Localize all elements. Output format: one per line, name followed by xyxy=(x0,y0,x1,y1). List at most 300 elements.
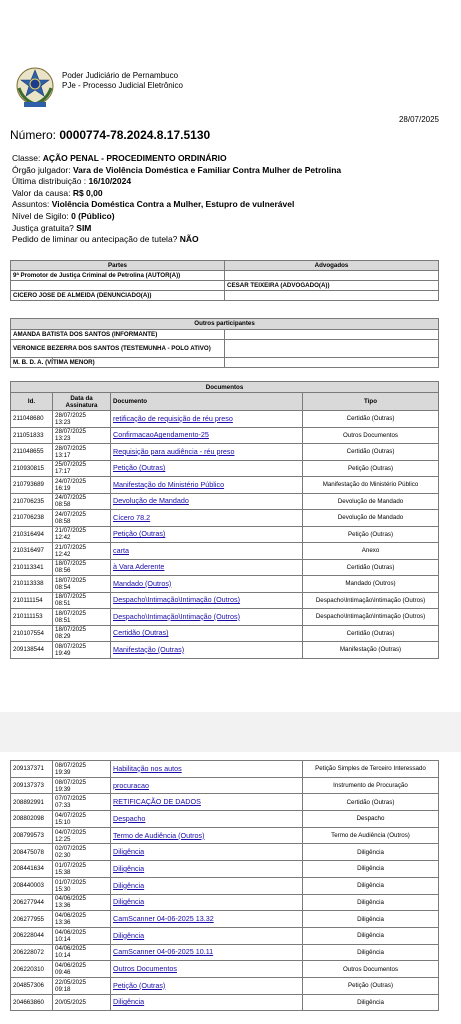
org-name xyxy=(62,71,183,91)
document-link[interactable]: à Vara Aderente xyxy=(113,562,165,572)
doc-tipo-cell: Instrumento de Procuração xyxy=(303,777,439,794)
doc-tipo-cell: Diligência xyxy=(303,944,439,961)
doc-tipo-cell: Despacho xyxy=(303,811,439,828)
doc-date-cell xyxy=(53,510,111,527)
table-row xyxy=(11,894,439,911)
doc-date-cell xyxy=(53,411,111,428)
doc-link-cell xyxy=(111,543,303,560)
doc-link-cell xyxy=(111,827,303,844)
sigilo-value: 0 (Público) xyxy=(71,210,115,221)
doc-date-cell xyxy=(53,911,111,928)
participante-cell: M. B. D. A. (VÍTIMA MENOR) xyxy=(11,358,225,368)
doc-id-cell: 208441634 xyxy=(11,861,53,878)
doc-tipo-cell: Certidão (Outras) xyxy=(303,444,439,461)
doc-id-cell: 210113338 xyxy=(11,576,53,593)
valor-label: Valor da causa: xyxy=(12,187,71,198)
doc-tipo-cell: Diligência xyxy=(303,927,439,944)
document-link[interactable]: Manifestação do Ministério Público xyxy=(113,479,225,489)
doc-id-cell: 210111154 xyxy=(11,592,53,609)
document-link[interactable]: Despacho\Intimação\Intimação (Outros) xyxy=(113,611,241,621)
doc-date-cell xyxy=(53,894,111,911)
doc-date: 24/07/2025 xyxy=(55,477,86,485)
doc-tipo-cell: Petição (Outras) xyxy=(303,526,439,543)
doc-time: 15:30 xyxy=(55,885,71,893)
doc-date: 08/07/2025 xyxy=(55,778,86,786)
doc-date: 04/06/2025 xyxy=(55,945,86,953)
doc-date: 04/06/2025 xyxy=(55,912,86,920)
doc-link-cell xyxy=(111,894,303,911)
org-line-1: Poder Judiciário de Pernambuco xyxy=(62,71,179,80)
table-row xyxy=(11,291,439,301)
doc-tipo-cell: Diligência xyxy=(303,994,439,1011)
doc-tipo-cell: Manifestação do Ministério Público xyxy=(303,477,439,494)
doc-date: 08/07/2025 xyxy=(55,761,86,769)
advogado-cell: CESAR TEIXEIRA (ADVOGADO(A)) xyxy=(225,281,439,291)
document-link[interactable]: procuracao xyxy=(113,780,149,790)
doc-tipo-cell: Certidão (Outras) xyxy=(303,411,439,428)
doc-id-cell: 210706238 xyxy=(11,510,53,527)
info-valor xyxy=(12,188,341,200)
table-row xyxy=(11,994,439,1011)
outros-participantes-table xyxy=(10,318,439,368)
doc-date: 04/07/2025 xyxy=(55,811,86,819)
doc-time: 12:42 xyxy=(55,534,71,542)
doc-id-cell: 209137373 xyxy=(11,777,53,794)
doc-date-cell xyxy=(53,609,111,626)
doc-date-cell xyxy=(53,444,111,461)
doc-id-cell: 208440003 xyxy=(11,877,53,894)
documentos-table xyxy=(10,381,439,659)
doc-date-cell xyxy=(53,493,111,510)
doc-date-cell xyxy=(53,576,111,593)
parte-cell xyxy=(11,281,225,291)
doc-tipo-cell: Diligência xyxy=(303,844,439,861)
doc-link-cell xyxy=(111,877,303,894)
doc-tipo-cell: Petição (Outras) xyxy=(303,977,439,994)
table-row xyxy=(11,576,439,593)
info-gratuita xyxy=(12,223,341,235)
doc-tipo-cell: Mandado (Outros) xyxy=(303,576,439,593)
doc-date-cell xyxy=(53,642,111,659)
doc-link-cell xyxy=(111,609,303,626)
gratuita-value: SIM xyxy=(76,222,92,233)
doc-date-cell xyxy=(53,994,111,1011)
doc-tipo-cell: Manifestação (Outras) xyxy=(303,642,439,659)
document-link[interactable]: Devolução de Mandado xyxy=(113,496,189,506)
doc-id-cell: 206220310 xyxy=(11,961,53,978)
empty-cell xyxy=(225,358,439,368)
document-link[interactable]: Requisição para audiência - réu preso xyxy=(113,446,235,456)
table-row xyxy=(11,944,439,961)
doc-id-cell: 206277944 xyxy=(11,894,53,911)
table-row xyxy=(11,427,439,444)
doc-link-cell xyxy=(111,794,303,811)
table-row xyxy=(11,559,439,576)
info-liminar xyxy=(12,234,341,246)
table-row xyxy=(11,411,439,428)
print-date: 28/07/2025 xyxy=(398,115,439,124)
doc-time: 02:30 xyxy=(55,852,71,860)
doc-date: 02/07/2025 xyxy=(55,845,86,853)
parte-cell: 9ª Promotor de Justiça Criminal de Petrolina (AUTOR(A)) xyxy=(11,271,225,281)
doc-time: 19:49 xyxy=(55,649,71,657)
doc-date: 28/07/2025 xyxy=(55,428,86,436)
partes-header: Partes xyxy=(11,261,225,271)
doc-time: 08:51 xyxy=(55,600,71,608)
participante-cell: VERONICE BEZERRA DOS SANTOS (TESTEMUNHA - POLO ATIVO) xyxy=(11,340,225,358)
doc-link-cell xyxy=(111,493,303,510)
outros-header: Outros participantes xyxy=(11,319,439,330)
doc-tipo-cell: Outros Documentos xyxy=(303,427,439,444)
orgao-value: Vara de Violência Doméstica e Familiar Contra Mulher de Petrolina xyxy=(72,164,342,175)
col-id-header: Id. xyxy=(11,393,53,411)
document-link[interactable]: Cícero 78.2 xyxy=(113,512,151,522)
doc-tipo-cell: Diligência xyxy=(303,877,439,894)
table-row xyxy=(11,271,439,281)
doc-date: 25/07/2025 xyxy=(55,461,86,469)
doc-date-cell xyxy=(53,794,111,811)
doc-id-cell: 211048680 xyxy=(11,411,53,428)
classe-value: AÇÃO PENAL - PROCEDIMENTO ORDINÁRIO xyxy=(42,153,227,163)
gratuita-label: Justiça gratuita? xyxy=(12,222,74,233)
doc-link-cell xyxy=(111,576,303,593)
doc-date: 24/07/2025 xyxy=(55,510,86,518)
document-link[interactable]: Diligência xyxy=(113,863,145,873)
document-link[interactable]: ConfirmacaoAgendamento-25 xyxy=(113,430,209,440)
doc-tipo-cell: Petição (Outras) xyxy=(303,460,439,477)
table-row xyxy=(11,444,439,461)
doc-time: 17:17 xyxy=(55,468,71,476)
doc-date: 24/07/2025 xyxy=(55,494,86,502)
doc-time: 12:25 xyxy=(55,835,71,843)
doc-id-cell: 210107554 xyxy=(11,625,53,642)
doc-date-cell xyxy=(53,477,111,494)
document-link[interactable]: Despacho xyxy=(113,813,146,823)
doc-date: 18/07/2025 xyxy=(55,576,86,584)
doc-link-cell xyxy=(111,911,303,928)
doc-date-cell xyxy=(53,761,111,778)
doc-id-cell: 211048655 xyxy=(11,444,53,461)
table-row xyxy=(11,811,439,828)
table-row xyxy=(11,625,439,642)
doc-date: 21/07/2025 xyxy=(55,543,86,551)
doc-link-cell xyxy=(111,994,303,1011)
doc-id-cell: 210706235 xyxy=(11,493,53,510)
distribuicao-value: 16/10/2024 xyxy=(88,176,132,187)
doc-link-cell xyxy=(111,961,303,978)
doc-link-cell xyxy=(111,977,303,994)
doc-time: 08:58 xyxy=(55,501,71,509)
doc-id-cell: 210316497 xyxy=(11,543,53,560)
doc-tipo-cell: Termo de Audiência (Outros) xyxy=(303,827,439,844)
doc-id-cell: 204663860 xyxy=(11,994,53,1011)
info-classe xyxy=(12,153,341,165)
document-page-2 xyxy=(0,752,461,1024)
document-link[interactable]: Despacho\Intimação\Intimação (Outros) xyxy=(113,595,241,605)
document-link[interactable]: Outros Documentos xyxy=(113,964,177,974)
doc-link-cell xyxy=(111,861,303,878)
liminar-value: NÃO xyxy=(179,234,199,245)
document-link[interactable]: Diligência xyxy=(113,847,145,857)
doc-time: 08:56 xyxy=(55,567,71,575)
doc-tipo-cell: Certidão (Outras) xyxy=(303,625,439,642)
doc-id-cell: 206277955 xyxy=(11,911,53,928)
table-row xyxy=(11,844,439,861)
document-link[interactable]: Diligência xyxy=(113,880,145,890)
doc-date: 04/06/2025 xyxy=(55,962,86,970)
doc-id-cell: 208475078 xyxy=(11,844,53,861)
document-link[interactable]: Diligência xyxy=(113,997,145,1007)
document-link[interactable]: Manifestação (Outras) xyxy=(113,644,185,654)
table-row xyxy=(11,861,439,878)
org-line-2: PJe - Processo Judicial Eletrônico xyxy=(62,81,183,90)
doc-tipo-cell: Certidão (Outras) xyxy=(303,559,439,576)
document-link[interactable]: Petição (Outras) xyxy=(113,463,166,473)
process-number-value: 0000774-78.2024.8.17.5130 xyxy=(59,128,211,142)
doc-date: 04/06/2025 xyxy=(55,895,86,903)
table-row xyxy=(11,281,439,291)
doc-date-cell xyxy=(53,811,111,828)
doc-time: 13:36 xyxy=(55,902,71,910)
table-row xyxy=(11,777,439,794)
table-row xyxy=(11,592,439,609)
doc-date-cell xyxy=(53,961,111,978)
info-sigilo xyxy=(12,211,341,223)
doc-link-cell xyxy=(111,944,303,961)
empty-cell xyxy=(225,340,439,358)
doc-date-cell xyxy=(53,559,111,576)
document-link[interactable]: carta xyxy=(113,545,129,555)
doc-date: 01/07/2025 xyxy=(55,861,86,869)
doc-date: 21/07/2025 xyxy=(55,527,86,535)
doc-time: 10:14 xyxy=(55,952,71,960)
doc-id-cell: 204857306 xyxy=(11,977,53,994)
doc-date: 04/06/2025 xyxy=(55,928,86,936)
info-orgao xyxy=(12,165,341,177)
doc-time: 15:10 xyxy=(55,818,71,826)
doc-id-cell: 210793689 xyxy=(11,477,53,494)
doc-time: 13:23 xyxy=(55,418,71,426)
doc-time: 09:18 xyxy=(55,985,71,993)
doc-tipo-cell: Diligência xyxy=(303,861,439,878)
document-link[interactable]: Certidão (Outras) xyxy=(113,628,169,638)
doc-time: 13:23 xyxy=(55,435,71,443)
doc-time: 10:14 xyxy=(55,935,71,943)
doc-id-cell: 208892991 xyxy=(11,794,53,811)
valor-value: R$ 0,00 xyxy=(72,187,103,198)
doc-date: 07/07/2025 xyxy=(55,795,86,803)
doc-tipo-cell: Diligência xyxy=(303,894,439,911)
document-link[interactable]: Termo de Audiência (Outros) xyxy=(113,830,205,840)
doc-link-cell xyxy=(111,510,303,527)
doc-date-cell xyxy=(53,927,111,944)
doc-tipo-cell: Petição Simples de Terceiro Interessado xyxy=(303,761,439,778)
table-row xyxy=(11,358,439,368)
assuntos-value: Violência Doméstica Contra a Mulher, Estupro de vulnerável xyxy=(51,199,295,210)
doc-date-cell xyxy=(53,592,111,609)
table-row xyxy=(11,642,439,659)
table-row xyxy=(11,827,439,844)
doc-tipo-cell: Certidão (Outras) xyxy=(303,794,439,811)
doc-id-cell: 208802098 xyxy=(11,811,53,828)
table-row xyxy=(11,977,439,994)
participante-cell: AMANDA BATISTA DOS SANTOS (INFORMANTE) xyxy=(11,330,225,340)
table-row xyxy=(11,877,439,894)
doc-date: 18/07/2025 xyxy=(55,626,86,634)
doc-time: 15:38 xyxy=(55,868,71,876)
document-link[interactable]: CamScanner 04-06-2025 13.32 xyxy=(113,914,214,924)
doc-date-cell xyxy=(53,827,111,844)
doc-id-cell: 210316494 xyxy=(11,526,53,543)
doc-time: 08:51 xyxy=(55,616,71,624)
table-row xyxy=(11,510,439,527)
document-link[interactable]: retificação de requisição de réu preso xyxy=(113,413,233,423)
doc-time: 13:36 xyxy=(55,919,71,927)
doc-link-cell xyxy=(111,444,303,461)
doc-time: 09:46 xyxy=(55,969,71,977)
table-row xyxy=(11,543,439,560)
documentos-header: Documentos xyxy=(11,382,439,393)
document-link[interactable]: Petição (Outras) xyxy=(113,980,166,990)
doc-link-cell xyxy=(111,477,303,494)
doc-tipo-cell: Devolução de Mandado xyxy=(303,510,439,527)
doc-date-cell xyxy=(53,877,111,894)
document-link[interactable]: Habilitação nos autos xyxy=(113,763,182,773)
doc-time: 08:29 xyxy=(55,633,71,641)
partes-table xyxy=(10,260,439,301)
doc-date: 18/07/2025 xyxy=(55,609,86,617)
table-row xyxy=(11,761,439,778)
doc-date: 08/07/2025 xyxy=(55,642,86,650)
document-link[interactable]: Petição (Outras) xyxy=(113,529,166,539)
distribuicao-label: Última distribuição : xyxy=(12,176,87,187)
liminar-label: Pedido de liminar ou antecipação de tutela? xyxy=(12,234,178,245)
process-info xyxy=(12,153,341,246)
doc-link-cell xyxy=(111,559,303,576)
doc-link-cell xyxy=(111,592,303,609)
process-number xyxy=(10,128,210,142)
sigilo-label: Nível de Sigilo: xyxy=(12,210,69,221)
advogado-cell xyxy=(225,291,439,301)
info-assuntos xyxy=(12,199,341,211)
table-row xyxy=(11,526,439,543)
doc-link-cell xyxy=(111,811,303,828)
doc-date-cell xyxy=(53,944,111,961)
doc-id-cell: 209137371 xyxy=(11,761,53,778)
advogados-header: Advogados xyxy=(225,261,439,271)
doc-link-cell xyxy=(111,761,303,778)
doc-tipo-cell: Despacho\Intimação\Intimação (Outros) xyxy=(303,609,439,626)
orgao-label: Órgão julgador: xyxy=(12,164,71,175)
doc-id-cell: 210930815 xyxy=(11,460,53,477)
table-row xyxy=(11,477,439,494)
table-row xyxy=(11,609,439,626)
doc-date-cell xyxy=(53,977,111,994)
doc-id-cell: 210111153 xyxy=(11,609,53,626)
doc-link-cell xyxy=(111,927,303,944)
doc-time: 12:42 xyxy=(55,550,71,558)
table-row xyxy=(11,927,439,944)
doc-date: 18/07/2025 xyxy=(55,593,86,601)
doc-time: 07:33 xyxy=(55,802,71,810)
doc-date-cell xyxy=(53,844,111,861)
document-link[interactable]: Diligência xyxy=(113,930,145,940)
doc-date: 22/05/2025 xyxy=(55,978,86,986)
doc-date-cell xyxy=(53,460,111,477)
info-distribuicao xyxy=(12,176,341,188)
doc-date: 18/07/2025 xyxy=(55,560,86,568)
doc-tipo-cell: Anexo xyxy=(303,543,439,560)
table-row xyxy=(11,493,439,510)
doc-link-cell xyxy=(111,460,303,477)
advogado-cell xyxy=(225,271,439,281)
coat-of-arms-logo xyxy=(15,66,55,110)
doc-date-cell xyxy=(53,543,111,560)
doc-id-cell: 206228072 xyxy=(11,944,53,961)
doc-time: 16:19 xyxy=(55,484,71,492)
doc-time: 13:17 xyxy=(55,451,71,459)
documentos-table-continued xyxy=(10,760,439,1011)
table-row xyxy=(11,330,439,340)
doc-time: 08:54 xyxy=(55,583,71,591)
doc-time: 19:39 xyxy=(55,785,71,793)
table-row xyxy=(11,340,439,358)
doc-date: 28/07/2025 xyxy=(55,411,86,419)
classe-label: Classe: xyxy=(12,153,41,163)
table-row xyxy=(11,961,439,978)
document-link[interactable]: CamScanner 04-06-2025 10.11 xyxy=(113,947,214,957)
doc-link-cell xyxy=(111,844,303,861)
doc-id-cell: 210113341 xyxy=(11,559,53,576)
doc-date: 01/07/2025 xyxy=(55,878,86,886)
doc-date: 20/05/2025 xyxy=(55,998,86,1006)
doc-date: 04/07/2025 xyxy=(55,828,86,836)
doc-tipo-cell: Outros Documentos xyxy=(303,961,439,978)
empty-cell xyxy=(225,330,439,340)
process-number-label: Número: xyxy=(10,128,57,142)
table-row xyxy=(11,794,439,811)
doc-id-cell: 209138544 xyxy=(11,642,53,659)
col-tipo-header: Tipo xyxy=(303,393,439,411)
table-row xyxy=(11,460,439,477)
doc-id-cell: 208799573 xyxy=(11,827,53,844)
doc-date-cell xyxy=(53,777,111,794)
doc-date-cell xyxy=(53,427,111,444)
doc-link-cell xyxy=(111,625,303,642)
col-doc-header: Documento xyxy=(111,393,303,411)
doc-link-cell xyxy=(111,411,303,428)
doc-link-cell xyxy=(111,526,303,543)
document-link[interactable]: RETIFICAÇÃO DE DADOS xyxy=(113,797,201,807)
doc-link-cell xyxy=(111,642,303,659)
doc-tipo-cell: Despacho\Intimação\Intimação (Outros) xyxy=(303,592,439,609)
doc-link-cell xyxy=(111,427,303,444)
table-row xyxy=(11,911,439,928)
doc-date-cell xyxy=(53,625,111,642)
document-link[interactable]: Diligência xyxy=(113,897,145,907)
doc-date: 28/07/2025 xyxy=(55,444,86,452)
doc-id-cell: 211051833 xyxy=(11,427,53,444)
doc-id-cell: 206228044 xyxy=(11,927,53,944)
doc-date-cell xyxy=(53,861,111,878)
col-data-header: Data da Assinatura xyxy=(53,393,111,411)
parte-cell: CICERO JOSE DE ALMEIDA (DENUNCIADO(A)) xyxy=(11,291,225,301)
doc-date-cell xyxy=(53,526,111,543)
doc-time: 08:58 xyxy=(55,517,71,525)
doc-tipo-cell: Devolução de Mandado xyxy=(303,493,439,510)
document-link[interactable]: Mandado (Outros) xyxy=(113,578,172,588)
assuntos-label: Assuntos: xyxy=(12,199,50,210)
